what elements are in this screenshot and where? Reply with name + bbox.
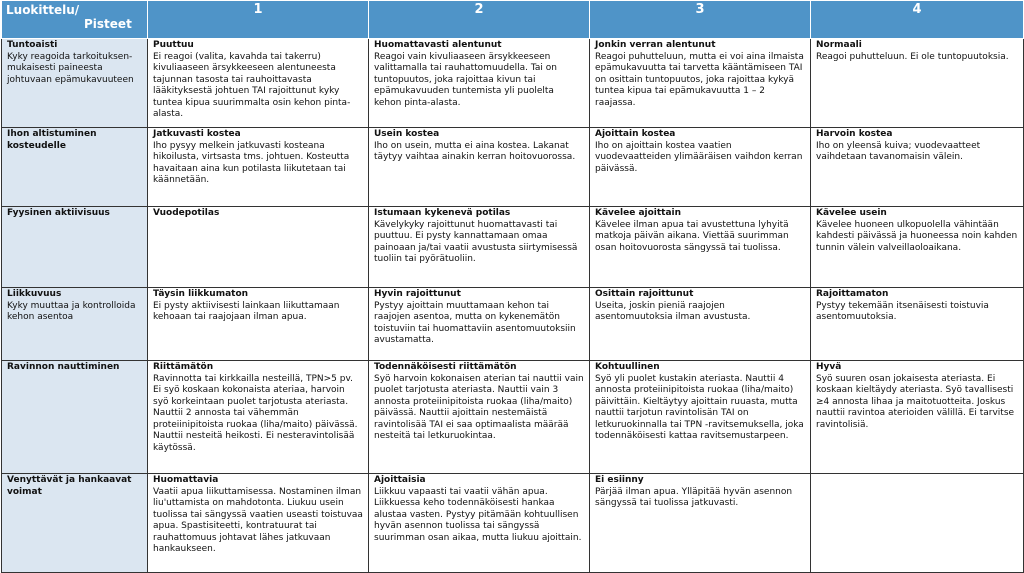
category-title: Tuntoaisti [7,40,58,50]
cell-desc: Reagoi puhutteluun, mutta ei voi aina ilmaista epämukavuutta tai tarvetta kääntämiseen TAI on osittain tuntopuutos, joka rajoittaa kykyä tuntea kipua tai epämukavuutta 1 – 2 raajassa. [595,51,804,108]
cell-title: Harvoin kostea [816,129,893,139]
score-cell [369,39,590,128]
cell-desc: Syö harvoin kokonaisen aterian tai nauttii vain puolet tarjotusta ateriasta. Nauttii vain 3 annosta proteiinipitoista ruokaa (liha/maito) päivässä. Nauttii ajoittain nestemäistä ravintolisää TAI ei saa optimaalista määrää nesteitä tai letkuruokintaa. [374,373,584,441]
cell-title: Usein kostea [374,129,440,139]
header-corner [2,1,148,39]
score-cell [148,39,369,128]
cell-title: Täysin liikkumaton [153,289,249,299]
cell-title: Normaali [816,40,862,50]
corner-label-classification: Luokittelu/ [6,3,80,17]
cell-title: Puuttuu [153,40,194,50]
cell-title: Ajoittaisia [374,475,426,485]
cell-desc: Reagoi vain kivuliaaseen ärsykkeeseen valittamalla tai rauhattomuudella. Tai on tuntopuutos, joka rajoittaa kivun tai epämukavuuden tuntemista yli puolelta kehon pinta-alasta. [374,51,557,108]
cell-desc: Iho on usein, mutta ei aina kostea. Lakanat täytyy vaihtaa ainakin kerran hoitovuorossa. [374,140,576,162]
score-cell [590,128,811,207]
cell-desc: Iho pysyy melkein jatkuvasti kosteana hikoilusta, virtsasta tms. johtuen. Kosteutta havaitaan aina kun potilasta liikutetaan tai käännetään. [153,140,350,185]
category-desc: Kyky reagoida tarkoituksen-mukaisesti paineesta johtuvaan epämukavuuteen [7,51,134,85]
cell-title: Ajoittain kostea [595,129,676,139]
cell-title: Jonkin verran alentunut [595,40,716,50]
category-desc: Kyky muuttaa ja kontrolloida kehon asentoa [7,300,136,322]
score-cell [148,361,369,474]
score-cell [811,361,1024,474]
cell-title: Hyvä [816,362,842,372]
score-cell [811,207,1024,288]
score-cell [590,288,811,361]
cell-desc: Iho on ajoittain kostea vaatien vuodevaatteiden ylimääräisen vaihdon kerran päivässä. [595,140,803,174]
cell-desc: Reagoi puhutteluun. Ei ole tuntopuutoksia. [816,51,1009,62]
cell-desc: Iho on yleensä kuiva; vuodevaatteet vaihdetaan tavanomaisin välein. [816,140,981,162]
cell-title: Rajoittamaton [816,289,889,299]
table-row [2,207,1024,288]
cell-desc: Ravinnotta tai kirkkailla nesteillä, TPN>5 pv. Ei syö koskaan kokonaista ateriaa, harvoin syö korkeintaan puolet tarjotusta ateriasta. Nauttii 2 annosta tai vähemmän proteiinipitoista ruokaa (liha/maito) päivässä. Nauttii nesteitä heikosti. Ei nesteravintolisää käytössä. [153,373,358,453]
score-cell [148,288,369,361]
score-cell [148,474,369,573]
cell-title: Istumaan kykenevä potilas [374,208,511,218]
cell-title: Osittain rajoittunut [595,289,694,299]
cell-desc: Useita, joskin pieniä raajojen asentomuutoksia ilman avustusta. [595,300,751,322]
score-cell [590,474,811,573]
category-cell [2,39,148,128]
cell-title: Kävelee ajoittain [595,208,682,218]
table-row [2,128,1024,207]
table-row [2,39,1024,128]
category-cell [2,207,148,288]
cell-title: Huomattavasti alentunut [374,40,502,50]
cell-desc: Ei pysty aktiivisesti lainkaan liikuttamaan kehoaan tai raajojaan ilman apua. [153,300,340,322]
category-cell [2,361,148,474]
cell-desc: Pystyy tekemään itsenäisesti toistuvia asentomuutoksia. [816,300,989,322]
cell-desc: Syö yli puolet kustakin ateriasta. Nauttii 4 annosta proteiinipitoista ruokaa (liha/maito) päivittäin. Kieltäytyy ajoittain ruuasta, mutta nauttii tarjotun ravintolisän TAI on letkuruokinnalla tai TPN -ravitsemuksella, joka todennäköisesti kattaa ravitsemustarpeen. [595,373,804,441]
table-row [2,474,1024,573]
category-title: Ihon altistuminen kosteudelle [7,129,97,151]
score-cell [369,361,590,474]
category-cell [2,474,148,573]
category-cell [2,128,148,207]
score-cell [369,128,590,207]
score-cell [811,39,1024,128]
score-cell [369,474,590,573]
score-header-4: 4 [811,1,1024,39]
cell-desc: Pärjää ilman apua. Ylläpitää hyvän asennon sängyssä tai tuolissa jatkuvasti. [595,486,793,508]
corner-label-points: Pisteet [84,17,132,31]
score-cell [811,288,1024,361]
category-title: Fyysinen aktiivisuus [7,208,110,218]
score-header-3: 3 [590,1,811,39]
score-header-2: 2 [369,1,590,39]
cell-desc: Liikkuu vapaasti tai vaatii vähän apua. Liikkuessa keho todennäköisesti hankaa alustaa vasten. Pystyy pitämään kohtuullisen hyvän asennon tuolissa tai sängyssä suurimman osan aikaa, mutta liukuu ajoittain. [374,486,582,543]
cell-title: Vuodepotilas [153,208,220,218]
score-header-1: 1 [148,1,369,39]
score-cell [590,361,811,474]
cell-desc: Pystyy ajoittain muuttamaan kehon tai raajojen asentoa, mutta on kykenemätön toistuviin tai huomattaviin asentomuutoksiin avustamatta. [374,300,576,345]
cell-title: Ei esiinny [595,475,644,485]
cell-title: Jatkuvasti kostea [153,129,241,139]
cell-desc: Vaatii apua liikuttamisessa. Nostaminen ilman liu'uttamista on mahdotonta. Liukuu usein tuolissa tai sängyssä vaatien useasti toistuvaa apua. Spastisiteetti, kontratuurat tai rauhattomuus johtavat lähes jatkuvaan hankaukseen. [153,486,363,554]
cell-title: Huomattavia [153,475,219,485]
score-cell [590,39,811,128]
cell-desc: Syö suuren osan jokaisesta ateriasta. Ei koskaan kieltäydy ateriasta. Syö tavallisesti ≥4 annosta lihaa ja maitotuotteita. Joskus nauttii ravintoa aterioiden välillä. Ei tarvitse ravintolisiä. [816,373,1015,430]
cell-title: Kävelee usein [816,208,887,218]
cell-title: Kohtuullinen [595,362,660,372]
table-row [2,288,1024,361]
cell-desc: Ei reagoi (valita, kavahda tai takerru) kivuliaaseen ärsykkeeseen alentuneesta tajunnan tasosta tai rauhoittavasta lääkityksestä johtuen TAI rajoittunut kyky tuntea kipua suurimmalta osin kehon pinta-alasta. [153,51,351,119]
cell-title: Hyvin rajoittunut [374,289,461,299]
score-cell [369,288,590,361]
score-cell [148,207,369,288]
score-cell [811,128,1024,207]
braden-scale-table [1,0,1024,573]
cell-title: Todennäköisesti riittämätön [374,362,517,372]
cell-desc: Kävelykyky rajoittunut huomattavasti tai puuttuu. Ei pysty kannattamaan omaa painoaan ja/tai vaatii avustusta siirtymisessä tuoliin tai pyörätuoliin. [374,219,578,264]
score-cell [369,207,590,288]
category-title: Venyttävät ja hankaavat voimat [7,475,132,497]
cell-desc: Kävelee ilman apua tai avustettuna lyhyitä matkoja päivän aikana. Viettää suurimman osan hoitovuorosta sängyssä tai tuolissa. [595,219,789,253]
score-cell [811,474,1024,573]
category-title: Liikkuvuus [7,289,62,299]
table-row [2,361,1024,474]
score-cell [590,207,811,288]
cell-title: Riittämätön [153,362,214,372]
category-title: Ravinnon nauttiminen [7,362,120,372]
score-cell [148,128,369,207]
header-row [2,1,1024,39]
cell-desc: Kävelee huoneen ulkopuolella vähintään kahdesti päivässä ja huoneessa noin kahden tunnin välein valveillaoloaikana. [816,219,1018,253]
category-cell [2,288,148,361]
